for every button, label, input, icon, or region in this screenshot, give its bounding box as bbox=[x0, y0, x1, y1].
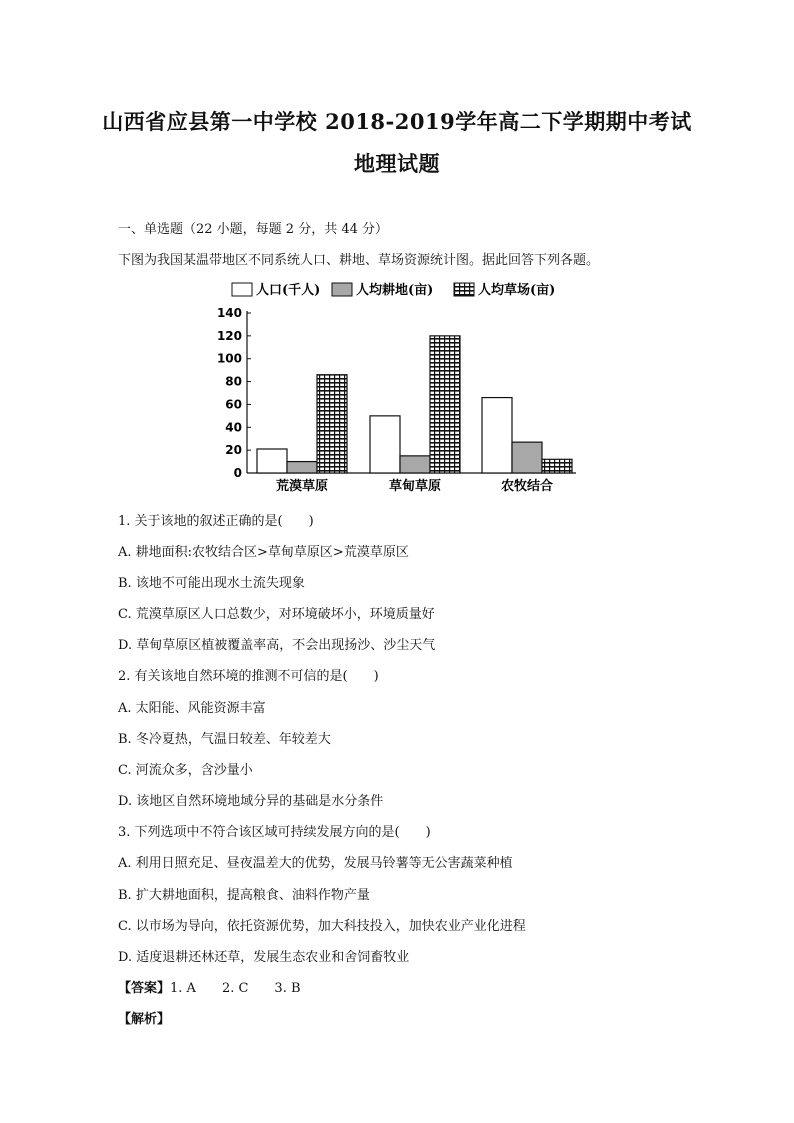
question-2-option-b: B. 冬冷夏热，气温日较差、年较差大 bbox=[118, 732, 331, 747]
analysis-label: 【解析】 bbox=[118, 1012, 171, 1027]
y-tick-label-60: 60 bbox=[225, 397, 242, 412]
legend-label-2: 人均草场(亩) bbox=[478, 283, 556, 298]
question-2-option-d: D. 该地区自然环境地域分异的基础是水分条件 bbox=[118, 794, 384, 809]
question-1-option-d: D. 草甸草原区植被覆盖率高，不会出现扬沙、沙尘天气 bbox=[118, 638, 436, 653]
question-3-option-d: D. 适度退耕还林还草，发展生态农业和舍饲畜牧业 bbox=[118, 950, 410, 965]
legend-swatch-0 bbox=[232, 283, 252, 296]
y-tick-label-140: 140 bbox=[216, 306, 242, 320]
section-intro: 下图为我国某温带地区不同系统人口、耕地、草场资源统计图。据此回答下列各题。 bbox=[118, 253, 600, 268]
bar-0-2 bbox=[317, 375, 347, 473]
y-tick-label-100: 100 bbox=[216, 351, 242, 366]
bar-2-2 bbox=[542, 459, 572, 473]
bar-chart bbox=[214, 278, 584, 496]
answer-line bbox=[118, 977, 301, 996]
question-3-stem: 3. 下列选项中不符合该区域可持续发展方向的是( ) bbox=[118, 825, 431, 840]
legend-swatch-1 bbox=[332, 283, 352, 296]
x-category-label-0: 荒漠草原 bbox=[275, 479, 329, 494]
y-tick-label-20: 20 bbox=[225, 443, 242, 458]
bar-2-0 bbox=[482, 398, 512, 473]
section-heading: 一、单选题（22 小题，每题 2 分，共 44 分） bbox=[118, 222, 389, 237]
page-subtitle: 地理试题 bbox=[354, 151, 440, 176]
answer-label: 【答案】 bbox=[118, 981, 171, 996]
question-1-option-c: C. 荒漠草原区人口总数少，对环境破坏小，环境质量好 bbox=[118, 607, 435, 622]
answer-text: 1. A 2. C 3. B bbox=[170, 981, 301, 996]
x-category-label-1: 草甸草原 bbox=[388, 479, 442, 494]
question-1-option-a: A. 耕地面积:农牧结合区>草甸草原区>荒漠草原区 bbox=[118, 545, 409, 560]
bar-2-1 bbox=[512, 442, 542, 473]
legend-label-1: 人均耕地(亩) bbox=[356, 283, 434, 298]
chart-legend bbox=[232, 282, 555, 298]
page-title: 山西省应县第一中学校 2018-2019学年高二下学期期中考试 bbox=[102, 109, 692, 134]
bar-0-0 bbox=[257, 449, 287, 473]
bar-1-1 bbox=[400, 456, 430, 473]
question-3-option-b: B. 扩大耕地面积，提高粮食、油料作物产量 bbox=[118, 888, 370, 903]
question-3-option-c: C. 以市场为导向，依托资源优势，加大科技投入，加快农业产业化进程 bbox=[118, 919, 526, 934]
question-1-option-b: B. 该地不可能出现水土流失现象 bbox=[118, 576, 305, 591]
y-tick-label-40: 40 bbox=[225, 420, 242, 435]
y-tick-label-80: 80 bbox=[225, 374, 242, 389]
bar-0-1 bbox=[287, 462, 317, 473]
bar-1-2 bbox=[430, 336, 460, 473]
question-2-option-a: A. 太阳能、风能资源丰富 bbox=[118, 701, 266, 716]
y-tick-label-0: 0 bbox=[233, 466, 242, 480]
question-3-option-a: A. 利用日照充足、昼夜温差大的优势，发展马铃薯等无公害蔬菜种植 bbox=[118, 856, 513, 871]
chart-bars bbox=[257, 336, 572, 494]
question-2-stem: 2. 有关该地自然环境的推测不可信的是( ) bbox=[118, 669, 379, 684]
legend-label-0: 人口(千人) bbox=[256, 283, 321, 298]
legend-swatch-2 bbox=[454, 283, 474, 296]
question-1-stem: 1. 关于该地的叙述正确的是( ) bbox=[118, 514, 314, 529]
question-2-option-c: C. 河流众多，含沙量小 bbox=[118, 763, 253, 778]
x-category-label-2: 农牧结合 bbox=[500, 479, 554, 494]
y-tick-label-120: 120 bbox=[216, 328, 242, 343]
bar-1-0 bbox=[370, 416, 400, 473]
